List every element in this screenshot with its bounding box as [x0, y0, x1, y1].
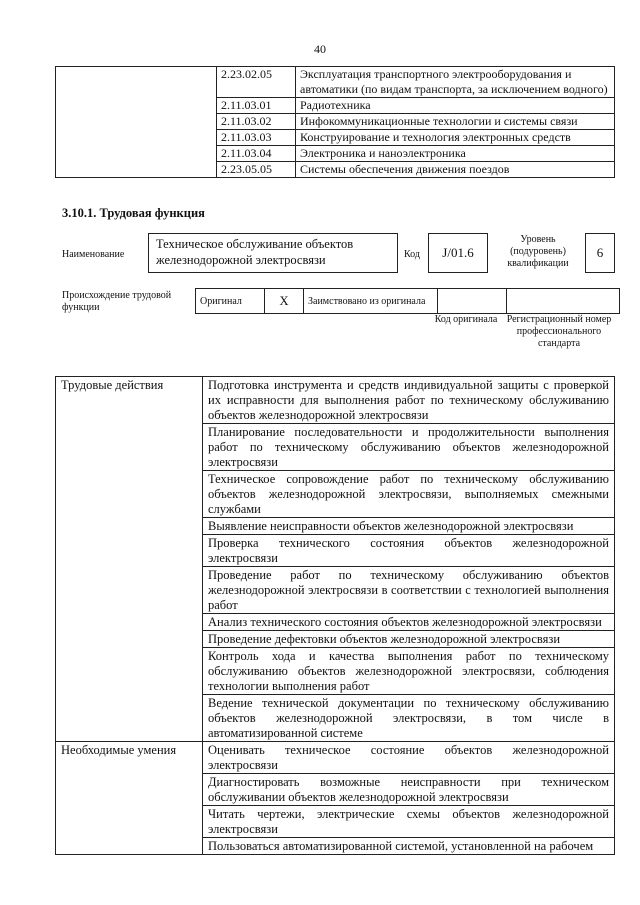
- function-name-box: Техническое обслуживание объектов железнодорожной электросвязи: [148, 233, 398, 273]
- skill-item: Читать чертежи, электрические схемы объектов железнодорожной электросвязи: [203, 806, 615, 838]
- table-row: [56, 377, 615, 424]
- labor-action-item: Проверка технического состояния объектов железнодорожной электросвязи: [203, 535, 615, 567]
- code-cell: 2.23.05.05: [217, 162, 296, 178]
- specialty-cell: Радиотехника: [296, 98, 615, 114]
- original-code-cell: [438, 289, 507, 314]
- specialty-cell: Конструирование и технология электронных средств: [296, 130, 615, 146]
- labor-action-item: Анализ технического состояния объектов железнодорожной электросвязи: [203, 614, 615, 631]
- code-cell: 2.11.03.03: [217, 130, 296, 146]
- qualification-level-label: Уровень (подуровень) квалификации: [507, 234, 569, 269]
- education-codes-table: [55, 66, 615, 178]
- function-code-box: J/01.6: [428, 233, 488, 273]
- section-title: 3.10.1. Трудовая функция: [62, 206, 205, 220]
- skill-item: Диагностировать возможные неисправности при техническом обслуживании объектов железнодорожной электросвязи: [203, 774, 615, 806]
- specialty-cell: Электроника и наноэлектроника: [296, 146, 615, 162]
- labor-action-item: Контроль хода и качества выполнения работ по техническому обслуживанию объектов железнодорожной электросвязи, соблюдения технологии выполнения работ: [203, 648, 615, 695]
- borrowed-label: Заимствовано из оригинала: [304, 289, 438, 314]
- empty-cell: [56, 67, 217, 178]
- original-label: Оригинал: [196, 289, 265, 314]
- code-label: Код: [404, 249, 420, 260]
- specialty-cell: Системы обеспечения движения поездов: [296, 162, 615, 178]
- original-mark: X: [265, 289, 304, 314]
- code-cell: 2.11.03.02: [217, 114, 296, 130]
- labor-action-item: Проведение дефектовки объектов железнодорожной электросвязи: [203, 631, 615, 648]
- labor-action-item: Ведение технической документации по техническому обслуживанию объектов железнодорожной электросвязи, в том числе в автоматизированной системе: [203, 695, 615, 742]
- skill-item: Оценивать техническое состояние объектов железнодорожной электросвязи: [203, 742, 615, 774]
- code-original-caption: Код оригинала: [434, 314, 498, 325]
- labor-action-item: Техническое сопровождение работ по техническому обслуживанию объектов железнодорожной электросвязи, выполняемых смежными службами: [203, 471, 615, 518]
- labor-action-item: Проведение работ по техническому обслуживанию объектов железнодорожной электросвязи в соответствии с технологией выполнения работ: [203, 567, 615, 614]
- labor-function-table: [55, 376, 615, 855]
- page-number: 40: [314, 42, 326, 56]
- table-row: [196, 289, 620, 314]
- registration-number-caption: Регистрационный номер профессионального стандарта: [506, 314, 612, 349]
- code-cell: 2.23.02.05: [217, 67, 296, 98]
- code-cell: 2.11.03.04: [217, 146, 296, 162]
- origin-table: [195, 288, 620, 314]
- labor-action-item: Подготовка инструмента и средств индивидуальной защиты с проверкой их исправности для выполнения работ по техническому обслуживанию объектов железнодорожной электросвязи: [203, 377, 615, 424]
- skill-item: Пользоваться автоматизированной системой, установленной на рабочем: [203, 838, 615, 855]
- specialty-cell: Эксплуатация транспортного электрооборудования и автоматики (по видам транспорта, за исключением водного): [296, 67, 615, 98]
- labor-action-item: Выявление неисправности объектов железнодорожной электросвязи: [203, 518, 615, 535]
- table-row: [56, 67, 615, 98]
- specialty-cell: Инфокоммуникационные технологии и системы связи: [296, 114, 615, 130]
- name-label: Наименование: [62, 249, 125, 260]
- skills-label: Необходимые умения: [56, 742, 203, 855]
- code-cell: 2.11.03.01: [217, 98, 296, 114]
- table-row: [56, 742, 615, 774]
- labor-action-item: Планирование последовательности и продолжительности выполнения работ по техническому обслуживанию объектов железнодорожной электросвязи: [203, 424, 615, 471]
- registration-number-cell: [507, 289, 620, 314]
- origin-label: Происхождение трудовой функции: [62, 290, 172, 313]
- qualification-level-box: 6: [585, 233, 615, 273]
- labor-actions-label: Трудовые действия: [56, 377, 203, 742]
